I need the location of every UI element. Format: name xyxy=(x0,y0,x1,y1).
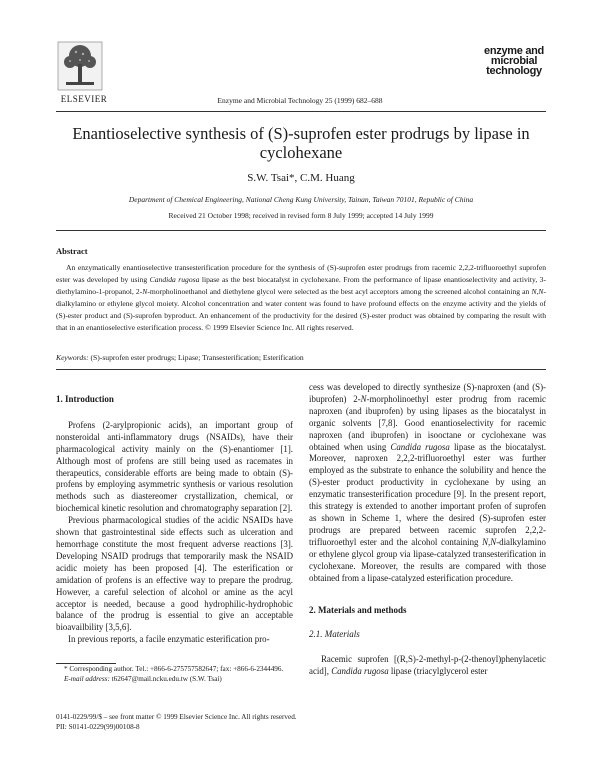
email-note xyxy=(56,675,293,685)
journal-logo-line-1: enzyme and xyxy=(484,45,544,57)
keywords-label: Keywords: xyxy=(56,353,89,362)
footnote-divider xyxy=(56,663,116,664)
elsevier-tree-logo xyxy=(56,40,104,92)
journal-logo-line-2: microbial xyxy=(490,55,538,67)
abstract-text-4: -morpholinoethanol and diethylene glycol were selected as the best acyl acceptors among the screened alcohol containing an xyxy=(147,287,532,296)
abstract-text-5: N,N xyxy=(531,287,544,296)
article-authors: S.W. Tsai*, C.M. Huang xyxy=(247,172,355,184)
right-p2-species: Candida rugosa xyxy=(331,666,389,677)
header-divider xyxy=(56,111,546,112)
journal-logo-line-3: technology xyxy=(486,65,542,77)
right-p1-e: lipase as the biocatalyst. Moreover, naproxen 2,2,2-trifluoroethyl ester was further employed as the substrate to enhance the solubility and hence the (S)-ester product productivity in cyclohexane by using an enzymatic transesterification procedure [9]. In the present report, this strategy is extended to another important profen of suprofen as shown in Scheme 1, where the desired (S)-suprofen ester prodrugs are prepared between racemic suprofen 2,2,2-trifluoroethyl ester and the alcohol containing xyxy=(309,441,547,547)
publisher-name: ELSEVIER xyxy=(60,94,108,104)
email-address[interactable]: t62647@mail.ncku.edu.tw (S.W. Tsai) xyxy=(109,674,222,683)
right-column xyxy=(309,377,546,678)
keywords xyxy=(56,353,546,362)
right-p2-a: Racemic suprofen [(R,S)-2-methyl-p-(2-thenoyl)phenylacetic acid], xyxy=(309,654,546,677)
left-column xyxy=(56,377,293,646)
abstract-text-2: lipase as the best biocatalyst in cyclohexane. From the performance of lipase enantioselectivity and activity, 3-diethylamino-1-propanol, 2- xyxy=(56,275,546,296)
abstract-text-1: An enzymatically enantioselective transesterification procedure for the synthesis of (S)-suprofen ester prodrugs from racemic 2,2,2-trifluoroethyl suprofen ester was developed by using xyxy=(56,263,546,284)
right-paragraph-1 xyxy=(309,382,546,584)
intro-paragraph-2: Previous pharmacological studies of the acidic NSAIDs have shown that gastrointestinal side effects such as ulceration and hemorrhage constitute the most frequent adverse reactions [3]. Developing NSAID prodrugs that temporarily mask the NSAID acidic moiety has been proposed [4]. The esterification or amidation of profens is an effective way to prepare the prodrug. However, a careful selection of alcohol or amine as the acyl acceptor is needed, because a good hydrophilic-hydrophobic balance of the prodrug is essential to give an acceptable bioavailbility [3,5,6]. xyxy=(56,515,293,633)
right-p2-c: lipase (triacylglycerol ester xyxy=(388,666,488,677)
title-divider xyxy=(56,230,546,231)
right-p1-species: Candida rugosa xyxy=(390,441,450,452)
right-p1-c: -morpholinoethyl ester prodrug from racemic naproxen (and ibuprofen) by using lipases as the biocatalyst in organic solvents [7,8]. Good enantioselectivity for racemic naproxen (and ibuprofen) in isooctane or cyclohexane was obtained when using xyxy=(309,393,546,452)
issn-line: 0141-0229/99/$ – see front matter © 1999 Elsevier Science Inc. All rights reserved. xyxy=(56,713,297,721)
pii-line: PII: S0141-0229(99)00108-8 xyxy=(56,723,140,731)
right-p1-a: cess was developed to directly synthesize (S)-naproxen (and (S)-ibuprofen) 2- xyxy=(309,382,546,404)
keywords-text: (S)-suprofen ester prodrugs; Lipase; Transesterification; Esterification xyxy=(88,353,304,362)
abstract-species: Candida rugosa xyxy=(149,275,200,284)
materials-methods-heading: 2. Materials and methods xyxy=(309,605,407,616)
abstract-text xyxy=(56,262,546,334)
abstract-divider xyxy=(56,369,546,370)
abstract-heading: Abstract xyxy=(56,246,88,256)
article-title: Enantioselective synthesis of (S)-suprofen ester prodrugs by lipase in cyclohexane xyxy=(72,124,530,162)
right-p1-f: N,N xyxy=(482,536,497,547)
email-label: E-mail address: xyxy=(64,674,110,683)
abstract-text-3: N xyxy=(142,287,148,296)
journal-logo xyxy=(482,46,546,76)
article-identifiers xyxy=(56,712,356,732)
right-p1-b: N xyxy=(360,393,367,404)
corresponding-author-note: * Corresponding author. Tel.: +866-6-275757582647; fax: +866-6-2344496. xyxy=(64,665,284,673)
right-p1-g: -dialkylamino or ethylene glycol group via lipase-catalyzed transesterification in cyclohexane. Moreover, the results are compared with those obtained from a lipase-catalyzed esterification procedure. xyxy=(309,536,546,583)
journal-citation: Enzyme and Microbial Technology 25 (1999) 682–688 xyxy=(217,96,383,105)
materials-subheading: 2.1. Materials xyxy=(309,629,360,640)
article-dates: Received 21 October 1998; received in revised form 8 July 1999; accepted 14 July 1999 xyxy=(168,211,434,220)
abstract-text-6: -dialkylamino or ethylene glycol moiety. Alcohol concentration and water content was found to have profound effects on the enzyme activity and the yields of (S)-ester product and (S)-suprofen byproduct. An enhancement of the productivity for the desired (S)-ester product was obtained by comparing the result with that in an enantioselective esterification process. © 1999 Elsevier Science Inc. All rights reserved. xyxy=(56,287,546,332)
introduction-heading: 1. Introduction xyxy=(56,394,114,404)
intro-paragraph-3: In previous reports, a facile enzymatic esterification pro- xyxy=(68,634,270,645)
intro-paragraph-1: Profens (2-arylpropionic acids), an important group of nonsteroidal anti-inflammatory drugs (NSAIDs), have their pharmacological activity mainly on the (S)-enantiomer [1]. Although most of profens are still being used as racemates in therapeutics, considerable efforts are being made to obtain (S)-profens by employing asymmetric synthesis or various resolution methods such as diastereomer crystallization, chemical, or biochemical kinetic resolution and chromatography separation [2]. xyxy=(56,419,293,514)
right-paragraph-2 xyxy=(309,654,546,678)
footnote-block xyxy=(56,665,293,684)
author-affiliation: Department of Chemical Engineering, National Cheng Kung University, Tainan, Taiwan 70101, Republic of China xyxy=(128,195,474,204)
